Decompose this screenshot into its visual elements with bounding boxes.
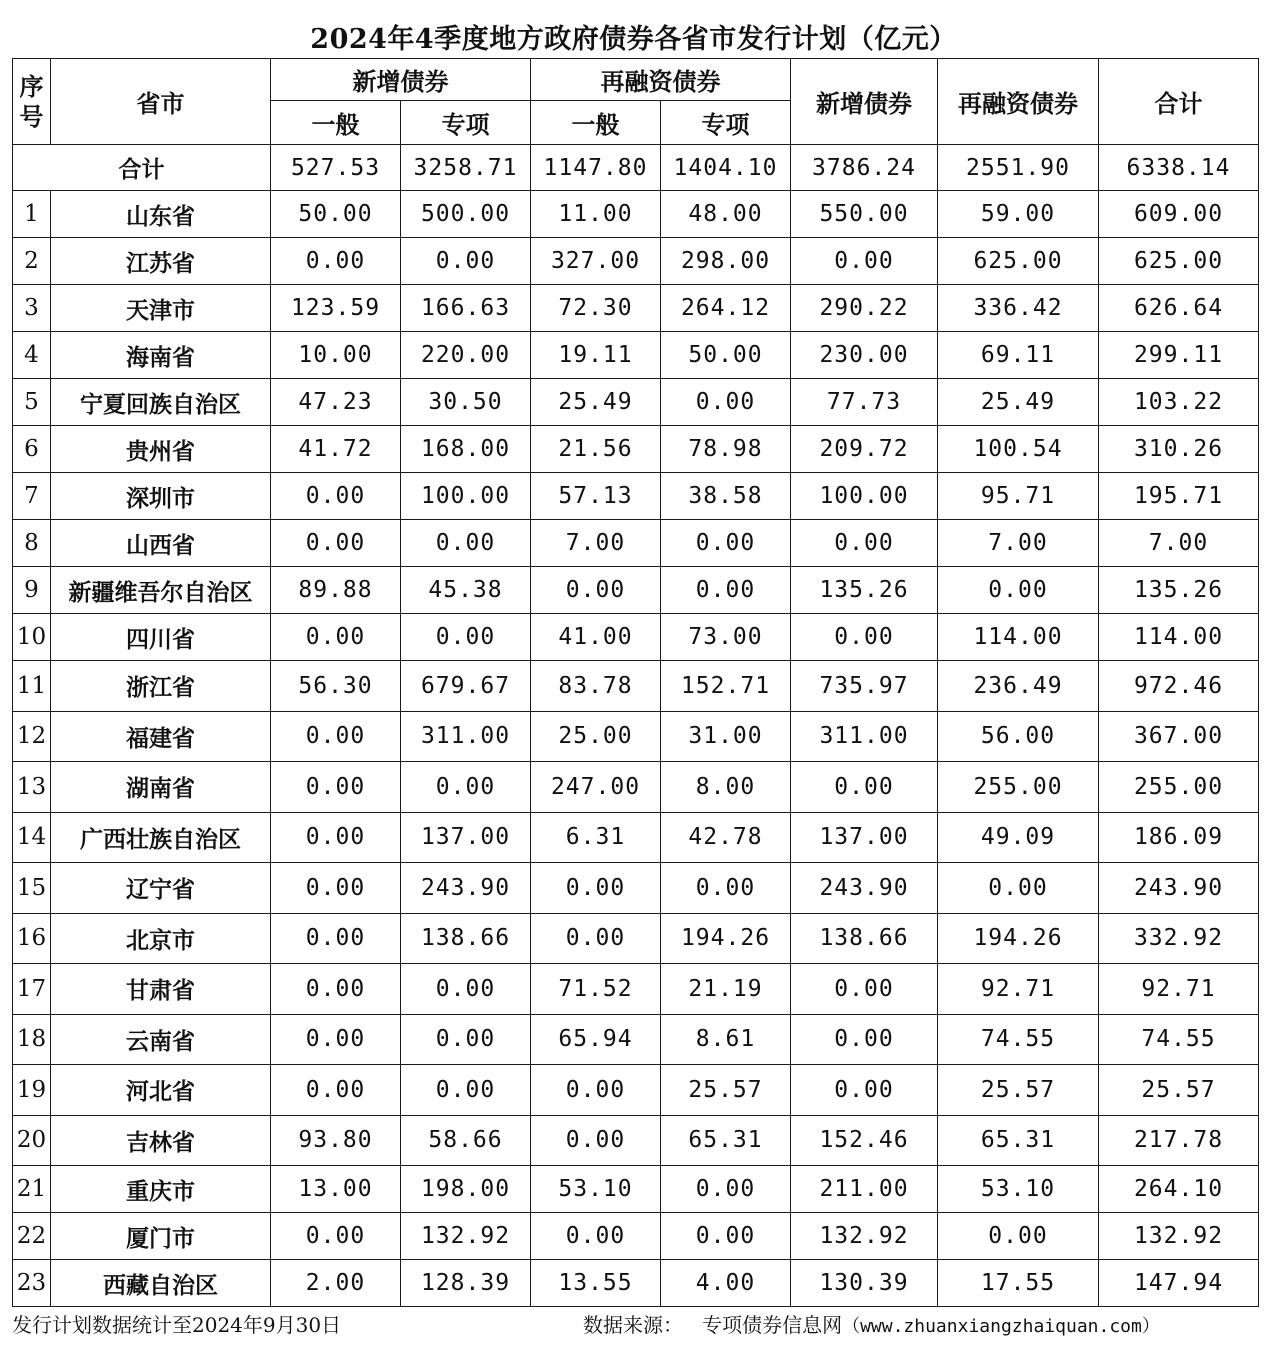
row-sum: 625.00: [1099, 238, 1259, 285]
row-new-general: 41.72: [271, 426, 401, 473]
row-new-general: 0.00: [271, 1014, 401, 1065]
row-sum: 299.11: [1099, 332, 1259, 379]
table-row: [13, 285, 1259, 332]
total-new-general: 527.53: [271, 145, 401, 191]
table-row: [13, 567, 1259, 614]
total-row: [13, 145, 1259, 191]
row-new-general: 0.00: [271, 711, 401, 762]
row-new-general: 56.30: [271, 661, 401, 712]
row-province: 辽宁省: [51, 863, 271, 914]
total-refi-special: 1404.10: [661, 145, 791, 191]
row-province: 宁夏回族自治区: [51, 379, 271, 426]
row-refi-total: 95.71: [938, 473, 1099, 520]
row-refi-general: 25.49: [531, 379, 661, 426]
row-new-total: 0.00: [791, 614, 938, 661]
row-new-total: 311.00: [791, 711, 938, 762]
row-seq: 3: [13, 285, 51, 332]
row-refi-total: 25.57: [938, 1065, 1099, 1116]
row-new-total: 130.39: [791, 1260, 938, 1307]
table-row: [13, 332, 1259, 379]
row-sum: 217.78: [1099, 1115, 1259, 1166]
row-new-total: 209.72: [791, 426, 938, 473]
row-refi-total: 49.09: [938, 812, 1099, 863]
row-sum: 310.26: [1099, 426, 1259, 473]
row-new-total: 735.97: [791, 661, 938, 712]
row-refi-special: 38.58: [661, 473, 791, 520]
row-new-general: 0.00: [271, 1065, 401, 1116]
row-sum: 74.55: [1099, 1014, 1259, 1065]
row-seq: 15: [13, 863, 51, 914]
row-refi-special: 264.12: [661, 285, 791, 332]
row-refi-general: 65.94: [531, 1014, 661, 1065]
row-new-total: 0.00: [791, 964, 938, 1015]
row-sum: 626.64: [1099, 285, 1259, 332]
row-refi-total: 194.26: [938, 913, 1099, 964]
row-new-special: 243.90: [401, 863, 531, 914]
row-new-total: 135.26: [791, 567, 938, 614]
total-refi-general: 1147.80: [531, 145, 661, 191]
row-refi-total: 59.00: [938, 191, 1099, 238]
page-title: 2024年4季度地方政府债券各省市发行计划（亿元）: [310, 24, 957, 55]
row-new-special: 132.92: [401, 1213, 531, 1260]
row-new-total: 0.00: [791, 238, 938, 285]
row-refi-general: 72.30: [531, 285, 661, 332]
row-seq: 2: [13, 238, 51, 285]
row-new-special: 0.00: [401, 1014, 531, 1065]
row-refi-total: 7.00: [938, 520, 1099, 567]
row-sum: 25.57: [1099, 1065, 1259, 1116]
row-sum: 972.46: [1099, 661, 1259, 712]
row-province: 重庆市: [51, 1166, 271, 1213]
bond-plan-table: [12, 58, 1259, 1307]
table-row: [13, 426, 1259, 473]
row-refi-total: 100.54: [938, 426, 1099, 473]
row-refi-general: 0.00: [531, 913, 661, 964]
row-refi-special: 25.57: [661, 1065, 791, 1116]
row-refi-total: 17.55: [938, 1260, 1099, 1307]
row-new-special: 679.67: [401, 661, 531, 712]
row-seq: 23: [13, 1260, 51, 1307]
row-refi-special: 78.98: [661, 426, 791, 473]
row-province: 厦门市: [51, 1213, 271, 1260]
row-province: 海南省: [51, 332, 271, 379]
row-new-total: 211.00: [791, 1166, 938, 1213]
row-new-special: 138.66: [401, 913, 531, 964]
row-province: 西藏自治区: [51, 1260, 271, 1307]
row-new-special: 198.00: [401, 1166, 531, 1213]
row-new-special: 100.00: [401, 473, 531, 520]
row-sum: 332.92: [1099, 913, 1259, 964]
table-row: [13, 661, 1259, 712]
header-new-bonds: 新增债券: [271, 59, 531, 101]
row-province: 吉林省: [51, 1115, 271, 1166]
row-refi-general: 0.00: [531, 863, 661, 914]
row-new-general: 0.00: [271, 913, 401, 964]
row-seq: 13: [13, 762, 51, 813]
row-seq: 20: [13, 1115, 51, 1166]
row-refi-general: 0.00: [531, 567, 661, 614]
row-refi-total: 625.00: [938, 238, 1099, 285]
row-new-total: 230.00: [791, 332, 938, 379]
row-refi-total: 336.42: [938, 285, 1099, 332]
header-refi-special: 专项: [661, 101, 791, 145]
table-row: [13, 913, 1259, 964]
row-new-special: 168.00: [401, 426, 531, 473]
row-province: 浙江省: [51, 661, 271, 712]
row-new-general: 2.00: [271, 1260, 401, 1307]
row-seq: 7: [13, 473, 51, 520]
row-refi-general: 7.00: [531, 520, 661, 567]
row-seq: 1: [13, 191, 51, 238]
row-province: 深圳市: [51, 473, 271, 520]
row-sum: 147.94: [1099, 1260, 1259, 1307]
table-row: [13, 863, 1259, 914]
row-new-general: 0.00: [271, 614, 401, 661]
row-refi-special: 48.00: [661, 191, 791, 238]
row-province: 山西省: [51, 520, 271, 567]
table-row: [13, 1115, 1259, 1166]
row-new-special: 500.00: [401, 191, 531, 238]
table-row: [13, 379, 1259, 426]
row-new-total: 137.00: [791, 812, 938, 863]
row-sum: 367.00: [1099, 711, 1259, 762]
row-seq: 5: [13, 379, 51, 426]
row-refi-general: 247.00: [531, 762, 661, 813]
row-new-general: 0.00: [271, 863, 401, 914]
table-row: [13, 238, 1259, 285]
row-new-total: 77.73: [791, 379, 938, 426]
row-new-general: 10.00: [271, 332, 401, 379]
row-sum: 114.00: [1099, 614, 1259, 661]
header-new-special: 专项: [401, 101, 531, 145]
row-new-general: 0.00: [271, 964, 401, 1015]
row-new-special: 0.00: [401, 762, 531, 813]
row-refi-total: 236.49: [938, 661, 1099, 712]
row-refi-total: 25.49: [938, 379, 1099, 426]
table-row: [13, 1166, 1259, 1213]
header-refi-general: 一般: [531, 101, 661, 145]
row-refi-special: 0.00: [661, 379, 791, 426]
row-new-total: 152.46: [791, 1115, 938, 1166]
row-new-special: 0.00: [401, 238, 531, 285]
row-new-general: 123.59: [271, 285, 401, 332]
row-refi-total: 0.00: [938, 863, 1099, 914]
row-province: 甘肃省: [51, 964, 271, 1015]
table-row: [13, 520, 1259, 567]
row-new-special: 0.00: [401, 520, 531, 567]
row-new-general: 47.23: [271, 379, 401, 426]
total-refi-total: 2551.90: [938, 145, 1099, 191]
row-refi-special: 8.00: [661, 762, 791, 813]
row-refi-general: 57.13: [531, 473, 661, 520]
row-sum: 7.00: [1099, 520, 1259, 567]
row-seq: 16: [13, 913, 51, 964]
total-label: 合计: [13, 145, 271, 191]
row-refi-general: 21.56: [531, 426, 661, 473]
table-row: [13, 812, 1259, 863]
row-refi-special: 0.00: [661, 863, 791, 914]
footer-source: [583, 1310, 1160, 1340]
row-province: 江苏省: [51, 238, 271, 285]
row-refi-special: 4.00: [661, 1260, 791, 1307]
row-refi-general: 0.00: [531, 1065, 661, 1116]
row-seq: 22: [13, 1213, 51, 1260]
row-province: 湖南省: [51, 762, 271, 813]
row-refi-special: 73.00: [661, 614, 791, 661]
row-sum: 195.71: [1099, 473, 1259, 520]
row-seq: 8: [13, 520, 51, 567]
row-seq: 18: [13, 1014, 51, 1065]
row-seq: 10: [13, 614, 51, 661]
table-row: [13, 711, 1259, 762]
row-refi-general: 41.00: [531, 614, 661, 661]
table-row: [13, 1213, 1259, 1260]
row-new-total: 290.22: [791, 285, 938, 332]
row-new-general: 0.00: [271, 473, 401, 520]
row-province: 新疆维吾尔自治区: [51, 567, 271, 614]
table-row: [13, 1260, 1259, 1307]
row-refi-special: 152.71: [661, 661, 791, 712]
row-refi-special: 0.00: [661, 1166, 791, 1213]
row-province: 广西壮族自治区: [51, 812, 271, 863]
row-refi-total: 92.71: [938, 964, 1099, 1015]
row-refi-general: 0.00: [531, 1115, 661, 1166]
row-refi-special: 0.00: [661, 1213, 791, 1260]
header-seq-label: 序号: [19, 71, 44, 131]
row-refi-general: 13.55: [531, 1260, 661, 1307]
row-seq: 9: [13, 567, 51, 614]
row-province: 天津市: [51, 285, 271, 332]
footer-note: 发行计划数据统计至2024年9月30日: [12, 1313, 342, 1337]
row-seq: 19: [13, 1065, 51, 1116]
row-new-general: 89.88: [271, 567, 401, 614]
row-new-general: 0.00: [271, 1213, 401, 1260]
row-refi-total: 74.55: [938, 1014, 1099, 1065]
row-refi-special: 21.19: [661, 964, 791, 1015]
row-new-total: 0.00: [791, 762, 938, 813]
header-seq: [13, 59, 51, 145]
row-sum: 609.00: [1099, 191, 1259, 238]
total-sum: 6338.14: [1099, 145, 1259, 191]
row-sum: 132.92: [1099, 1213, 1259, 1260]
row-refi-general: 327.00: [531, 238, 661, 285]
table-row: [13, 762, 1259, 813]
row-new-special: 0.00: [401, 964, 531, 1015]
row-refi-general: 71.52: [531, 964, 661, 1015]
row-refi-total: 65.31: [938, 1115, 1099, 1166]
row-refi-total: 255.00: [938, 762, 1099, 813]
row-new-general: 0.00: [271, 520, 401, 567]
row-refi-special: 0.00: [661, 520, 791, 567]
row-refi-total: 0.00: [938, 1213, 1099, 1260]
header-sum: 合计: [1099, 59, 1259, 145]
row-refi-special: 0.00: [661, 567, 791, 614]
row-refi-total: 114.00: [938, 614, 1099, 661]
row-sum: 135.26: [1099, 567, 1259, 614]
row-new-total: 132.92: [791, 1213, 938, 1260]
row-province: 四川省: [51, 614, 271, 661]
row-new-special: 128.39: [401, 1260, 531, 1307]
row-new-special: 30.50: [401, 379, 531, 426]
row-new-total: 100.00: [791, 473, 938, 520]
header-refi-total: 再融资债券: [938, 59, 1099, 145]
total-new-total: 3786.24: [791, 145, 938, 191]
row-refi-general: 53.10: [531, 1166, 661, 1213]
table-row: [13, 614, 1259, 661]
row-new-special: 45.38: [401, 567, 531, 614]
row-refi-special: 65.31: [661, 1115, 791, 1166]
footer-source-url: （www.zhuanxiangzhaiquan.com）: [842, 1316, 1160, 1337]
row-sum: 264.10: [1099, 1166, 1259, 1213]
row-refi-special: 8.61: [661, 1014, 791, 1065]
footer-source-label: 数据来源：: [583, 1313, 683, 1337]
table-row: [13, 473, 1259, 520]
row-refi-general: 25.00: [531, 711, 661, 762]
row-refi-general: 11.00: [531, 191, 661, 238]
row-new-special: 220.00: [401, 332, 531, 379]
row-refi-special: 42.78: [661, 812, 791, 863]
header-province: 省市: [51, 59, 271, 145]
total-new-special: 3258.71: [401, 145, 531, 191]
row-sum: 103.22: [1099, 379, 1259, 426]
row-refi-general: 0.00: [531, 1213, 661, 1260]
row-seq: 12: [13, 711, 51, 762]
row-new-general: 93.80: [271, 1115, 401, 1166]
row-new-total: 0.00: [791, 1014, 938, 1065]
row-new-general: 0.00: [271, 762, 401, 813]
row-seq: 11: [13, 661, 51, 712]
header-new-total: 新增债券: [791, 59, 938, 145]
row-refi-special: 194.26: [661, 913, 791, 964]
row-sum: 255.00: [1099, 762, 1259, 813]
row-new-special: 0.00: [401, 614, 531, 661]
row-refi-general: 83.78: [531, 661, 661, 712]
row-seq: 6: [13, 426, 51, 473]
row-refi-general: 6.31: [531, 812, 661, 863]
row-sum: 92.71: [1099, 964, 1259, 1015]
row-refi-total: 56.00: [938, 711, 1099, 762]
row-province: 福建省: [51, 711, 271, 762]
row-new-special: 166.63: [401, 285, 531, 332]
row-refi-total: 53.10: [938, 1166, 1099, 1213]
row-new-total: 138.66: [791, 913, 938, 964]
row-new-total: 243.90: [791, 863, 938, 914]
row-province: 河北省: [51, 1065, 271, 1116]
row-refi-special: 31.00: [661, 711, 791, 762]
header-refi-bonds: 再融资债券: [531, 59, 791, 101]
row-province: 北京市: [51, 913, 271, 964]
row-new-special: 0.00: [401, 1065, 531, 1116]
row-refi-special: 50.00: [661, 332, 791, 379]
row-new-total: 0.00: [791, 520, 938, 567]
row-refi-general: 19.11: [531, 332, 661, 379]
row-new-total: 550.00: [791, 191, 938, 238]
row-refi-total: 69.11: [938, 332, 1099, 379]
table-row: [13, 1014, 1259, 1065]
row-new-general: 0.00: [271, 238, 401, 285]
row-refi-special: 298.00: [661, 238, 791, 285]
row-seq: 21: [13, 1166, 51, 1213]
row-new-general: 0.00: [271, 812, 401, 863]
row-new-total: 0.00: [791, 1065, 938, 1116]
table-row: [13, 191, 1259, 238]
row-province: 贵州省: [51, 426, 271, 473]
row-province: 云南省: [51, 1014, 271, 1065]
table-row: [13, 1065, 1259, 1116]
row-refi-total: 0.00: [938, 567, 1099, 614]
row-sum: 243.90: [1099, 863, 1259, 914]
header-row-top: [13, 59, 1259, 101]
row-seq: 17: [13, 964, 51, 1015]
row-new-special: 58.66: [401, 1115, 531, 1166]
row-seq: 14: [13, 812, 51, 863]
row-new-special: 311.00: [401, 711, 531, 762]
row-seq: 4: [13, 332, 51, 379]
footer-source-name: 专项债券信息网: [702, 1313, 843, 1337]
row-province: 山东省: [51, 191, 271, 238]
row-new-special: 137.00: [401, 812, 531, 863]
row-new-general: 13.00: [271, 1166, 401, 1213]
header-new-general: 一般: [271, 101, 401, 145]
row-sum: 186.09: [1099, 812, 1259, 863]
table-row: [13, 964, 1259, 1015]
row-new-general: 50.00: [271, 191, 401, 238]
